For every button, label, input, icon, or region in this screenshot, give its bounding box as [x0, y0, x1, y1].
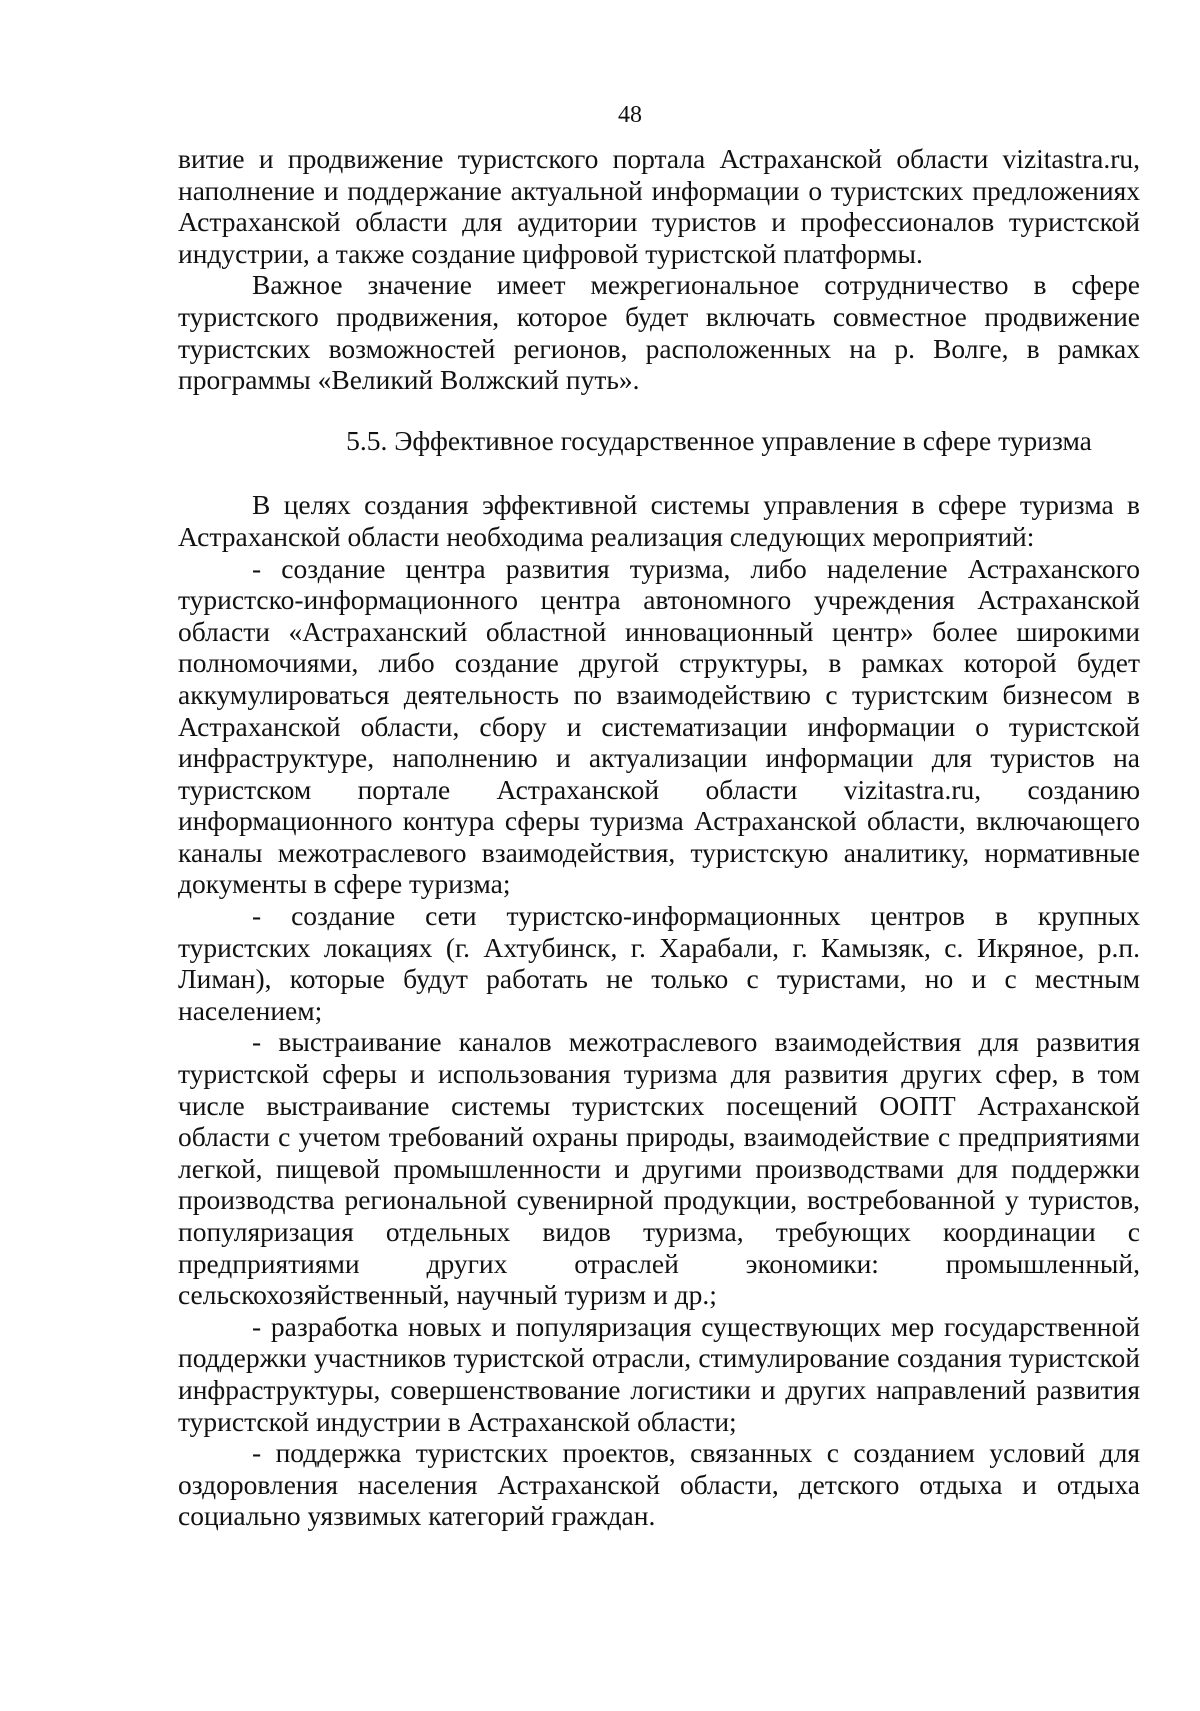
- intro-paragraph-1: витие и продвижение туристского портала Астраханской области vizitastra.ru, наполнение и поддержание актуальной информации о туристских предложениях Астраханской области для аудитории туристов и профессионалов туристской индустрии, а также создание цифровой туристской платформы.: [178, 143, 1140, 269]
- document-body: [178, 143, 1140, 1532]
- list-item: - создание центра развития туризма, либо наделение Астраханского туристско-информационного центра автономного учреждения Астраханской области «Астраханский областной инновационный центр» более широкими полномочиями, либо создание другой структуры, в рамках которой будет аккумулироваться деятельность по взаимодействию с туристским бизнесом в Астраханской области, сбору и систематизации информации о туристской инфраструктуре, наполнению и актуализации информации для туристов на туристском портале Астраханской области vizitastra.ru, созданию информационного контура сферы туризма Астраханской области, включающего каналы межотраслевого взаимодействия, туристскую аналитику, нормативные документы в сфере туризма;: [178, 552, 1140, 900]
- section-lead-paragraph: В целях создания эффективной системы управления в сфере туризма в Астраханской области необходима реализация следующих мероприятий:: [178, 489, 1140, 552]
- list-item: - создание сети туристско-информационных центров в крупных туристских локациях (г. Ахтубинск, г. Харабали, г. Камызяк, с. Икряное, р.п. Лиман), которые будут работать не только с туристами, но и с местным населением;: [178, 900, 1140, 1026]
- section-heading: 5.5. Эффективное государственное управление в сфере туризма: [346, 424, 1092, 456]
- list-item: - разработка новых и популяризация существующих мер государственной поддержки участников туристской отрасли, стимулирование создания туристской инфраструктуры, совершенствование логистики и других направлений развития туристской индустрии в Астраханской области;: [178, 1310, 1140, 1437]
- page-number: 48: [618, 102, 642, 128]
- list-item: - выстраивание каналов межотраслевого взаимодействия для развития туристской сферы и использования туризма для развития других сфер, в том числе выстраивание системы туристских посещений ООПТ Астраханской области с учетом требований охраны природы, взаимодействие с предприятиями легкой, пищевой промышленности и другими производствами для поддержки производства региональной сувенирной продукции, востребованной у туристов, популяризация отдельных видов туризма, требующих координации с предприятиями других отраслей экономики: промышленный, сельскохозяйственный, научный туризм и др.;: [178, 1026, 1140, 1311]
- list-item: - поддержка туристских проектов, связанных с созданием условий для оздоровления населения Астраханской области, детского отдыха и отдыха социально уязвимых категорий граждан.: [178, 1437, 1140, 1532]
- intro-paragraph-2: Важное значение имеет межрегиональное сотрудничество в сфере туристского продвижения, которое будет включать совместное продвижение туристских возможностей регионов, расположенных на р. Волге, в рамках программы «Великий Волжский путь».: [178, 269, 1140, 396]
